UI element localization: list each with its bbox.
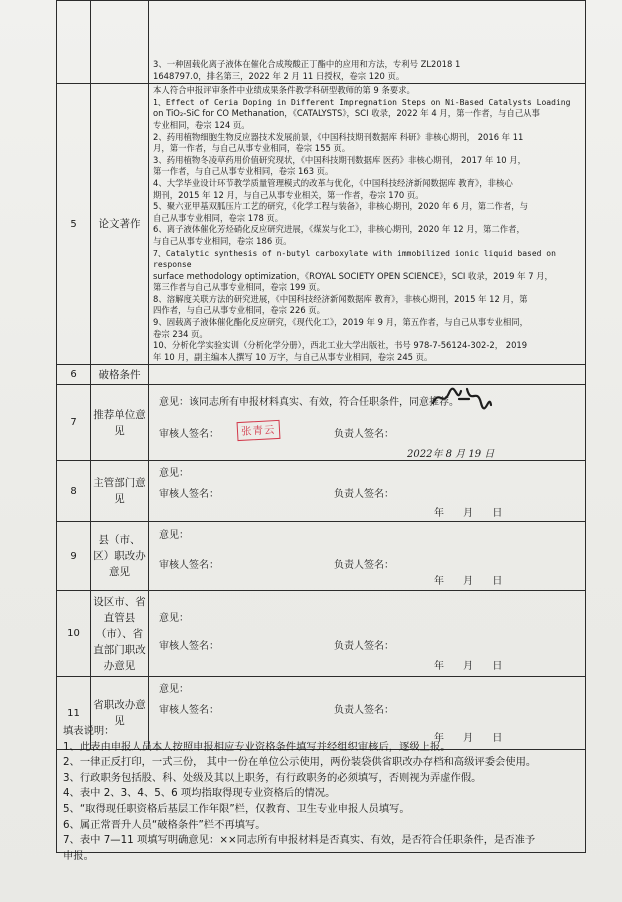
- row-label-recommend: 推荐单位意见: [91, 385, 149, 461]
- reviewer-sign-label: 审核人签名：: [159, 641, 219, 653]
- authority-opinion-cell: [149, 461, 586, 522]
- row-5-papers: [57, 84, 586, 365]
- row-number: 9: [57, 522, 91, 591]
- responsible-sign-label: 负责人签名：: [334, 489, 394, 501]
- patent-item-3: [149, 1, 586, 84]
- date-placeholder: 年 月 日: [434, 508, 503, 520]
- paper-line: 第三作者与自己从事专业相同，卷宗 199 页。: [153, 282, 326, 293]
- row-10-city: [57, 591, 586, 677]
- row-label-exception: 破格条件: [91, 365, 149, 385]
- paper-line: 7、Catalytic synthesis of n-butyl carboxylate with immobilized ionic liquid based on response: [153, 248, 556, 270]
- recommend-opinion-cell: [149, 385, 586, 461]
- opinion-label: 意见：: [159, 530, 189, 542]
- responsible-sign-label: 负责人签名：: [334, 560, 394, 572]
- reviewer-sign-label: 审核人签名：: [159, 705, 219, 717]
- responsible-sign-label: 负责人签名：: [334, 705, 394, 717]
- exception-value: [149, 365, 586, 385]
- opinion-label: 意见：: [159, 684, 189, 696]
- paper-line: on TiO₂-SiC for CO Methanation，《CATALYSTS》，SCI 收录，2022 年 4 月，第一作者，与自己从事: [153, 108, 540, 119]
- row-number: 10: [57, 591, 91, 677]
- paper-line: 4、大学毕业设计环节教学质量管理模式的改革与优化，《中国科技经济新闻数据库 教育》，非核心: [153, 177, 513, 188]
- paper-line: surface methodology optimization，《ROYAL SOCIETY OPEN SCIENCE》，SCI 收录，2019 年 7 月，: [153, 270, 553, 281]
- row-label-papers: 论文著作: [91, 84, 149, 365]
- row-7-recommend: [57, 385, 586, 461]
- filling-instructions: [56, 722, 586, 862]
- date-placeholder: 年 月 日: [434, 733, 503, 745]
- paper-line: 第一作者，与自己从事专业相同，卷宗 163 页。: [153, 166, 334, 177]
- patent-text-line: 1648797.0，排名第三，2022 年 2 月 11 日授权，卷宗 120 页。: [153, 70, 405, 81]
- reviewer-sign-label: 审核人签名：: [159, 489, 219, 501]
- notes-item: 6、属正常晋升人员“破格条件”栏不再填写。: [63, 818, 266, 831]
- application-form-table: [56, 0, 586, 750]
- paper-line: 四作者，与自己从事专业相同，卷宗 226 页。: [153, 305, 326, 316]
- paper-line: 8、溶解度关联方法的研究进展，《中国科技经济新闻数据库 教育》，非核心期刊，2015 年 12 月，第: [153, 293, 528, 304]
- date-placeholder: 年 月 日: [434, 661, 503, 673]
- responsible-sign-label: 负责人签名：: [334, 641, 394, 653]
- reviewer-sign-label: 审核人签名：: [159, 560, 219, 572]
- row-label-empty: [91, 1, 149, 84]
- row-label-county: 县（市、区）职改办意见: [91, 522, 149, 591]
- row-number: 8: [57, 461, 91, 522]
- paper-line: 月，第一作者，与自己从事专业相同，卷宗 155 页。: [153, 143, 351, 154]
- paper-line: 本人符合申报评审条件中业绩成果条件教学科研型教师的第 9 条要求。: [153, 85, 415, 96]
- opinion-text: 意见：该同志所有申报材料真实、有效，符合任职条件，同意推荐。: [159, 397, 459, 409]
- notes-title: 填表说明：: [63, 725, 115, 737]
- notes-item: 申报。: [63, 849, 94, 862]
- row-number: 7: [57, 385, 91, 461]
- patent-text-line: 3、一种固载化离子液体在催化合成羧酸正丁酯中的应用和方法，专利号 ZL2018 1: [153, 59, 461, 69]
- row-label-authority: 主管部门意见: [91, 461, 149, 522]
- row-label-province: 省职改办意 见: [91, 677, 149, 750]
- city-opinion-cell: [149, 591, 586, 677]
- row-label-city: 设区市、省直管县（市）、省直部门职改办意见: [91, 591, 149, 677]
- notes-item: 1、此表由申报人员本人按照申报相应专业资格条件填写并经组织审核后，逐级上报。: [63, 740, 451, 753]
- paper-line: 10、分析化学实验实训（分析化学分册），西北工业大学出版社，书号 978-7-56124-302-2， 2019: [153, 340, 528, 351]
- notes-item: 3、行政职务包括股、科、处级及其以上职务，有行政职务的必须填写，否则视为弄虚作假。: [63, 771, 482, 784]
- patent-row: [57, 1, 586, 84]
- row-6-exception: [57, 365, 586, 385]
- opinion-label: 意见：: [159, 613, 189, 625]
- reviewer-seal-stamp: 张青云: [237, 420, 280, 441]
- row-number-empty: [57, 1, 91, 84]
- papers-list: [149, 84, 586, 365]
- handwritten-signature: [429, 385, 495, 414]
- notes-item: 5、“取得现任职资格后基层工作年限”栏，仅教育、卫生专业申报人员填写。: [63, 802, 410, 815]
- signed-date: 2022年 8 月 19 日: [407, 449, 495, 461]
- paper-line: 9、固载离子液体催化酯化反应研究，《现代化工》，2019 年 9 月，第五作者，与自己从事专业相同，: [153, 317, 528, 328]
- paper-line: 年 10 月，副主编本人撰写 10 万字，与自己从事专业相同，卷宗 245 页。: [153, 351, 433, 362]
- opinion-label: 意见：: [159, 468, 189, 480]
- paper-line: 卷宗 234 页。: [153, 328, 208, 339]
- row-number: 5: [57, 84, 91, 365]
- notes-item: 7、表中 7—11 项填写明确意见：××同志所有申报材料是否真实、有效，是否符合任职条件，是否准予: [63, 834, 536, 847]
- paper-line: 5、聚六亚甲基双胍压片工艺的研究，《化学工程与装备》，非核心期刊，2020 年 6 月，第二作者，与: [153, 201, 528, 212]
- paper-line: 6、离子液体催化芳烃硝化反应研究进展，《煤炭与化工》，非核心期刊，2020 年 12 月，第二作者，: [153, 224, 525, 235]
- row-number: 6: [57, 365, 91, 385]
- notes-item: 4、表中 2、3、4、5、6 项均指取得现专业资格后的情况。: [63, 787, 336, 800]
- row-9-county: [57, 522, 586, 591]
- paper-line: 1、Effect of Ceria Doping in Different Impregnation Steps on Ni-Based Catalysts Loading: [153, 97, 571, 107]
- date-placeholder: 年 月 日: [434, 576, 503, 588]
- paper-line: 专业相同，卷宗 124 页。: [153, 119, 250, 130]
- notes-item: 2、一律正反打印，一式三份， 其中一份在单位公示使用，两份装袋供省职改办存档和高级评委会使用。: [63, 756, 537, 769]
- paper-line: 期刊，2015 年 12 月，与自己从事专业相关，第一作者，卷宗 170 页。: [153, 189, 424, 200]
- county-opinion-cell: [149, 522, 586, 591]
- responsible-sign-label: 负责人签名：: [334, 429, 394, 441]
- paper-line: 自己从事专业相同，卷宗 178 页。: [153, 212, 284, 223]
- row-8-authority: [57, 461, 586, 522]
- paper-line: 3、药用植物冬凌草药用价值研究现状，《中国科技期刊数据库 医药》非核心期刊， 2017 年 10 月，: [153, 154, 527, 165]
- reviewer-sign-label: 审核人签名：: [159, 429, 219, 441]
- row-number: 11: [57, 677, 91, 750]
- paper-line: 与自己从事专业相同，卷宗 186 页。: [153, 235, 292, 246]
- paper-line: 2、药用植物细胞生物反应器技术发展前景，《中国科技期刊数据库 科研》非核心期刊， 2016 年 11: [153, 131, 524, 142]
